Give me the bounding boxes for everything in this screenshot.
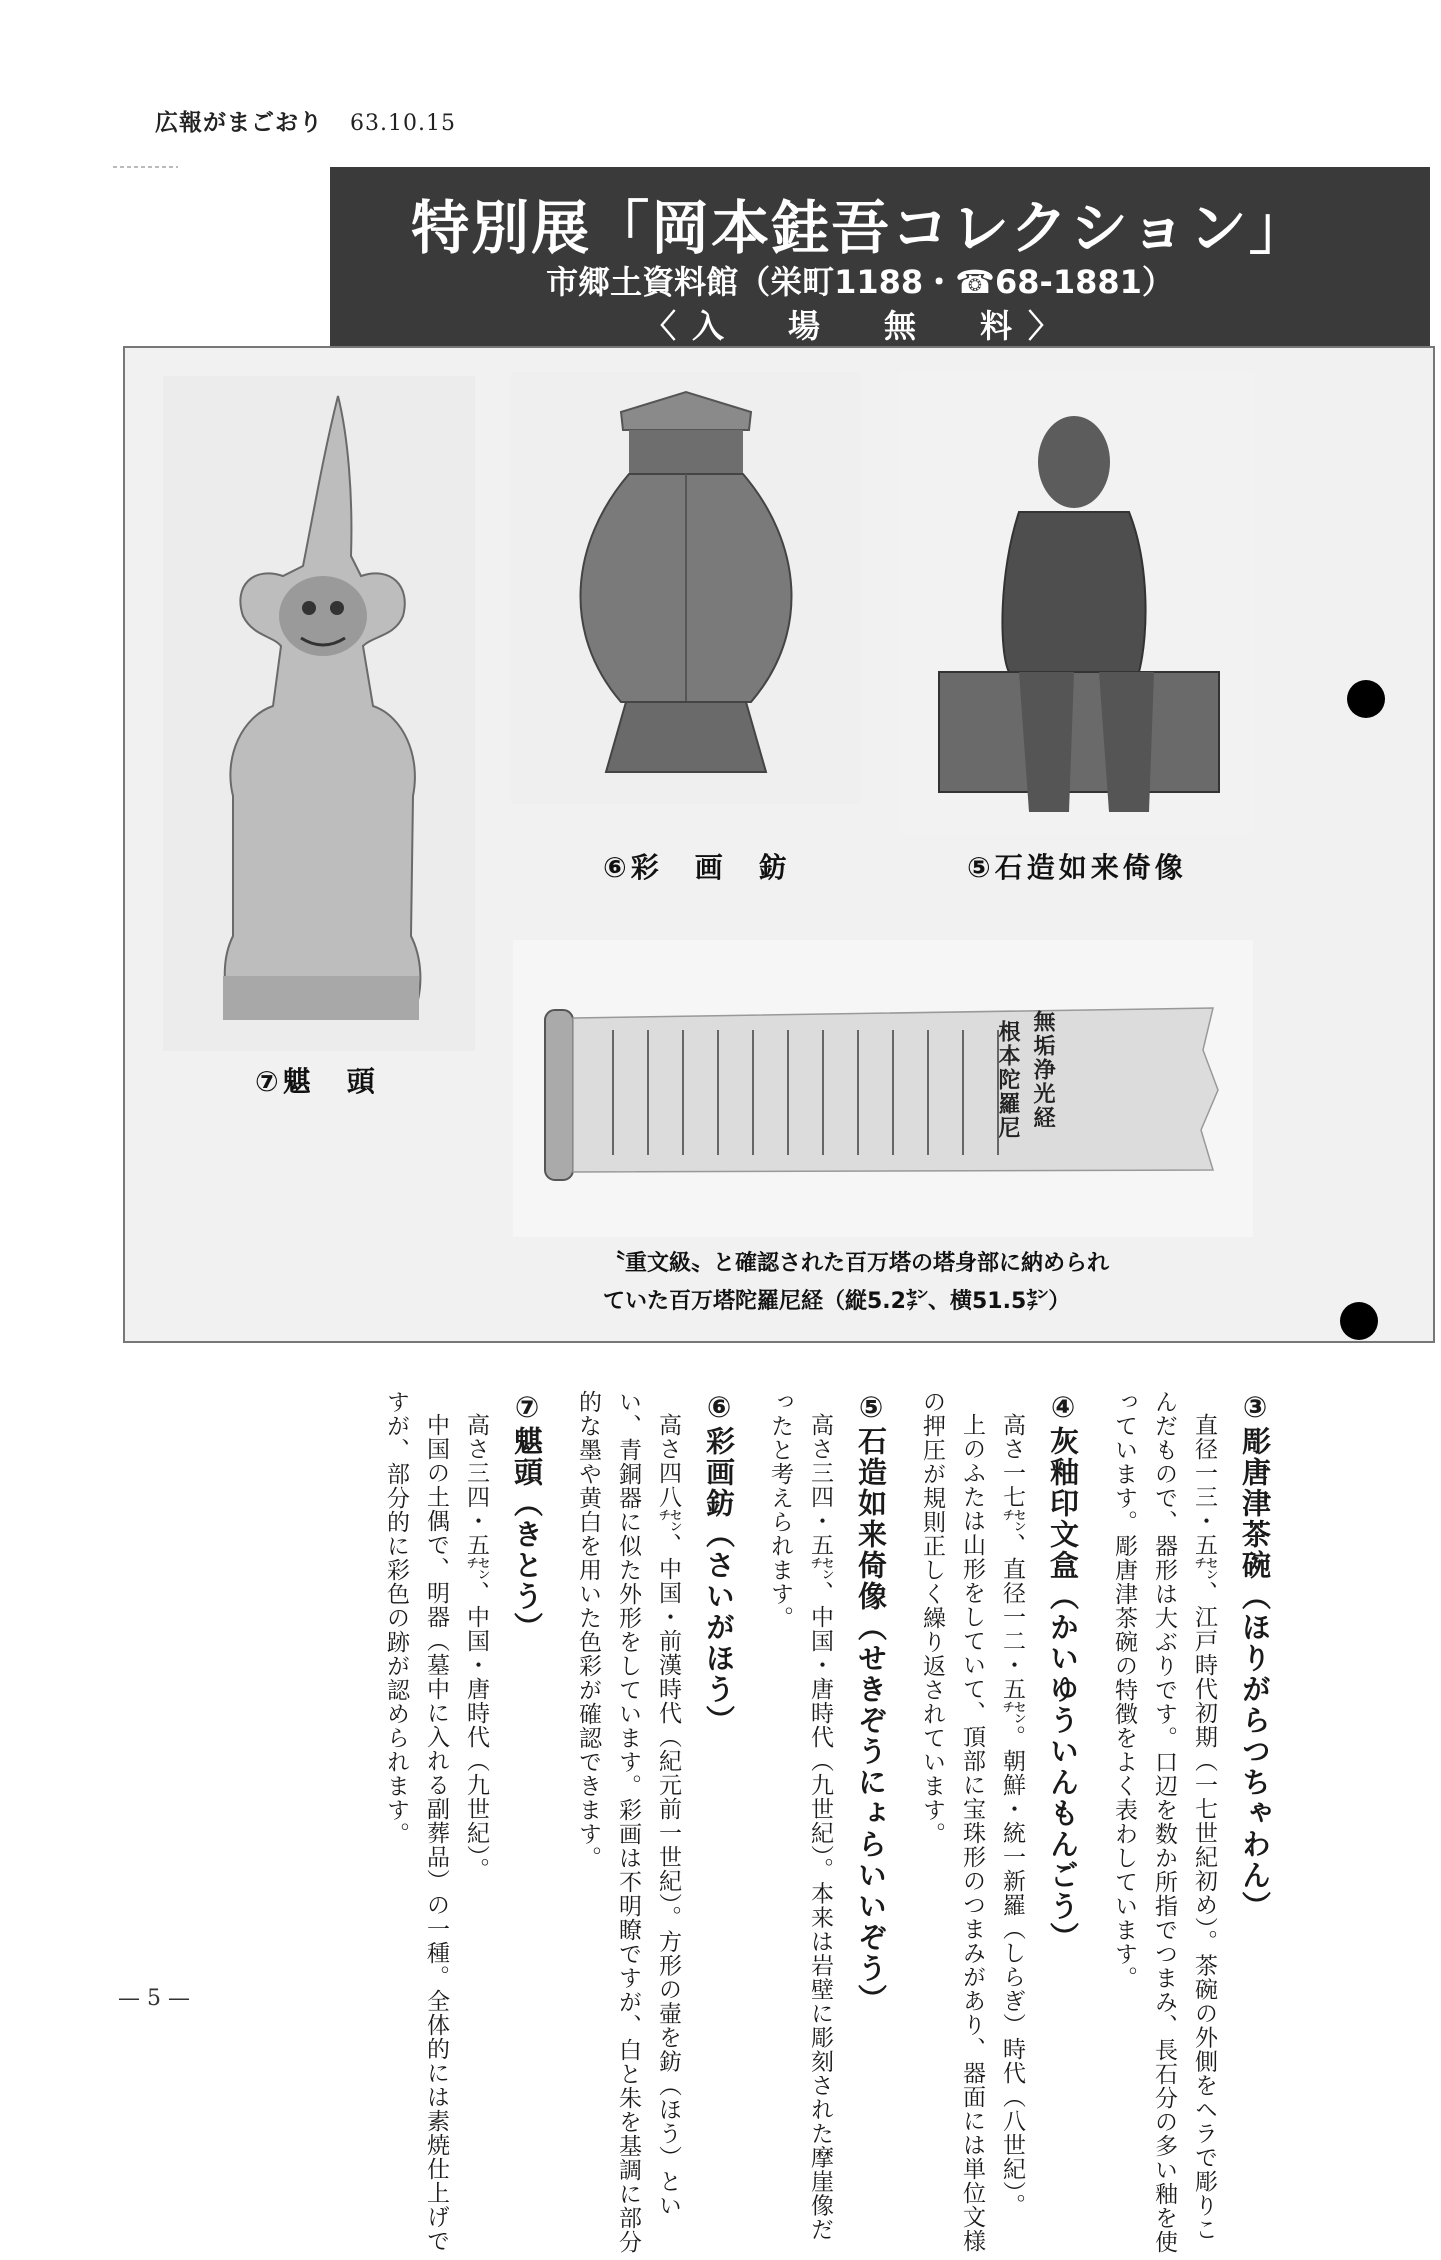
section-4-text-2: 上のふたは山形をしていて、頂部に宝珠形のつまみがあり、器面には単位文様の押圧が規則正しく繰り返されています。: [919, 1390, 985, 2253]
newsletter-header: [155, 104, 456, 137]
sekizo-caption: ⑤石造如来倚像: [967, 851, 1187, 884]
kito-photo: [163, 376, 475, 1051]
section-5-text: 高さ三四・五㌢、中国・唐時代（九世紀）。本来は岩壁に彫刻された摩崖像だったと考えられます。: [767, 1390, 833, 2242]
venue-info: 市郷土資料館（栄町1188・☎68-1881）: [546, 263, 1174, 301]
crop-mark: [113, 166, 178, 168]
saigabo-caption: ⑥彩 画 鈁: [603, 851, 791, 884]
section-6-heading: ⑥彩画鈁（さいがほう）: [702, 1390, 736, 1736]
darani-scroll-photo: [513, 940, 1253, 1237]
kito-figure-image: [163, 376, 475, 1051]
section-6-text: 高さ四八㌢、中国・前漢時代（紀元前一世紀）。方形の壷を鈁（ほう）といい、青銅器に似た外形をしています。彩画は不明瞭ですが、白と朱を基調に部分的な墨や黄白を用いた色彩が確認できます。: [575, 1390, 681, 2254]
saigabo-photo: [511, 372, 861, 804]
sekizo-buddha-image: [899, 372, 1254, 834]
newsletter-name: 広報がまごおり: [155, 110, 323, 136]
page-number: — 5 —: [118, 1986, 190, 2011]
scroll-caption: [603, 1245, 1109, 1321]
scroll-inscription-2: 根本陀羅尼: [995, 1020, 1021, 1140]
darani-scroll-image: [513, 940, 1253, 1237]
exhibition-title: 特別展「岡本銈吾コレクション」: [411, 194, 1309, 262]
section-7-text-2: 中国の土偶で、明器（墓中に入れる副葬品）の一種。全体的には素焼仕上げですが、部分的に彩色の跡が認められます。: [383, 1390, 449, 2253]
section-4-text: 高さ一七㌢、直径一二・五㌢。朝鮮・統一新羅（しらぎ）時代（八世紀）。: [999, 1413, 1025, 2218]
binder-hole: [1347, 680, 1385, 718]
saigabo-vessel-image: [511, 372, 861, 804]
section-4-heading: ④灰釉印文盒（かいゆういんもんごう）: [1046, 1390, 1080, 1953]
issue-date: 63.10.15: [350, 111, 456, 136]
sekizo-photo: [899, 372, 1254, 834]
scroll-caption-line-1: 〝重文級〟と確認された百万塔の塔身部に納められ: [603, 1251, 1110, 1276]
kito-caption: ⑦魌 頭: [255, 1065, 379, 1098]
exhibition-title-band: [330, 167, 1430, 346]
scroll-inscription-1: 無垢浄光経: [1030, 1010, 1056, 1130]
section-5-heading: ⑤石造如来倚像（せきぞうにょらいいぞう）: [854, 1390, 888, 2015]
article-body: [118, 1390, 1278, 2260]
section-7-heading: ⑦魌頭（きとう）: [510, 1390, 544, 1643]
binder-hole: [1340, 1302, 1378, 1340]
admission-info: 〈入 場 無 料〉: [643, 307, 1076, 345]
section-7-text: 高さ三四・五㌢、中国・唐時代（九世紀）。: [463, 1413, 489, 1882]
section-3-heading: ③彫唐津茶碗（ほりがらつちゃわん）: [1238, 1390, 1272, 1922]
section-3-text: 直径一三・五㌢、江戸時代初期（一七世紀初め）。茶碗の外側をヘラで彫りこんだもので、器形は大ぶりです。口辺を数か所指でつまみ、長石分の多い釉を使っています。彫唐津茶碗の特徴をよく表わしています。: [1111, 1390, 1217, 2254]
scroll-caption-line-2: ていた百万塔陀羅尼経（縦5.2㌢、横51.5㌢）: [603, 1289, 1071, 1314]
photo-panel: [123, 346, 1435, 1343]
